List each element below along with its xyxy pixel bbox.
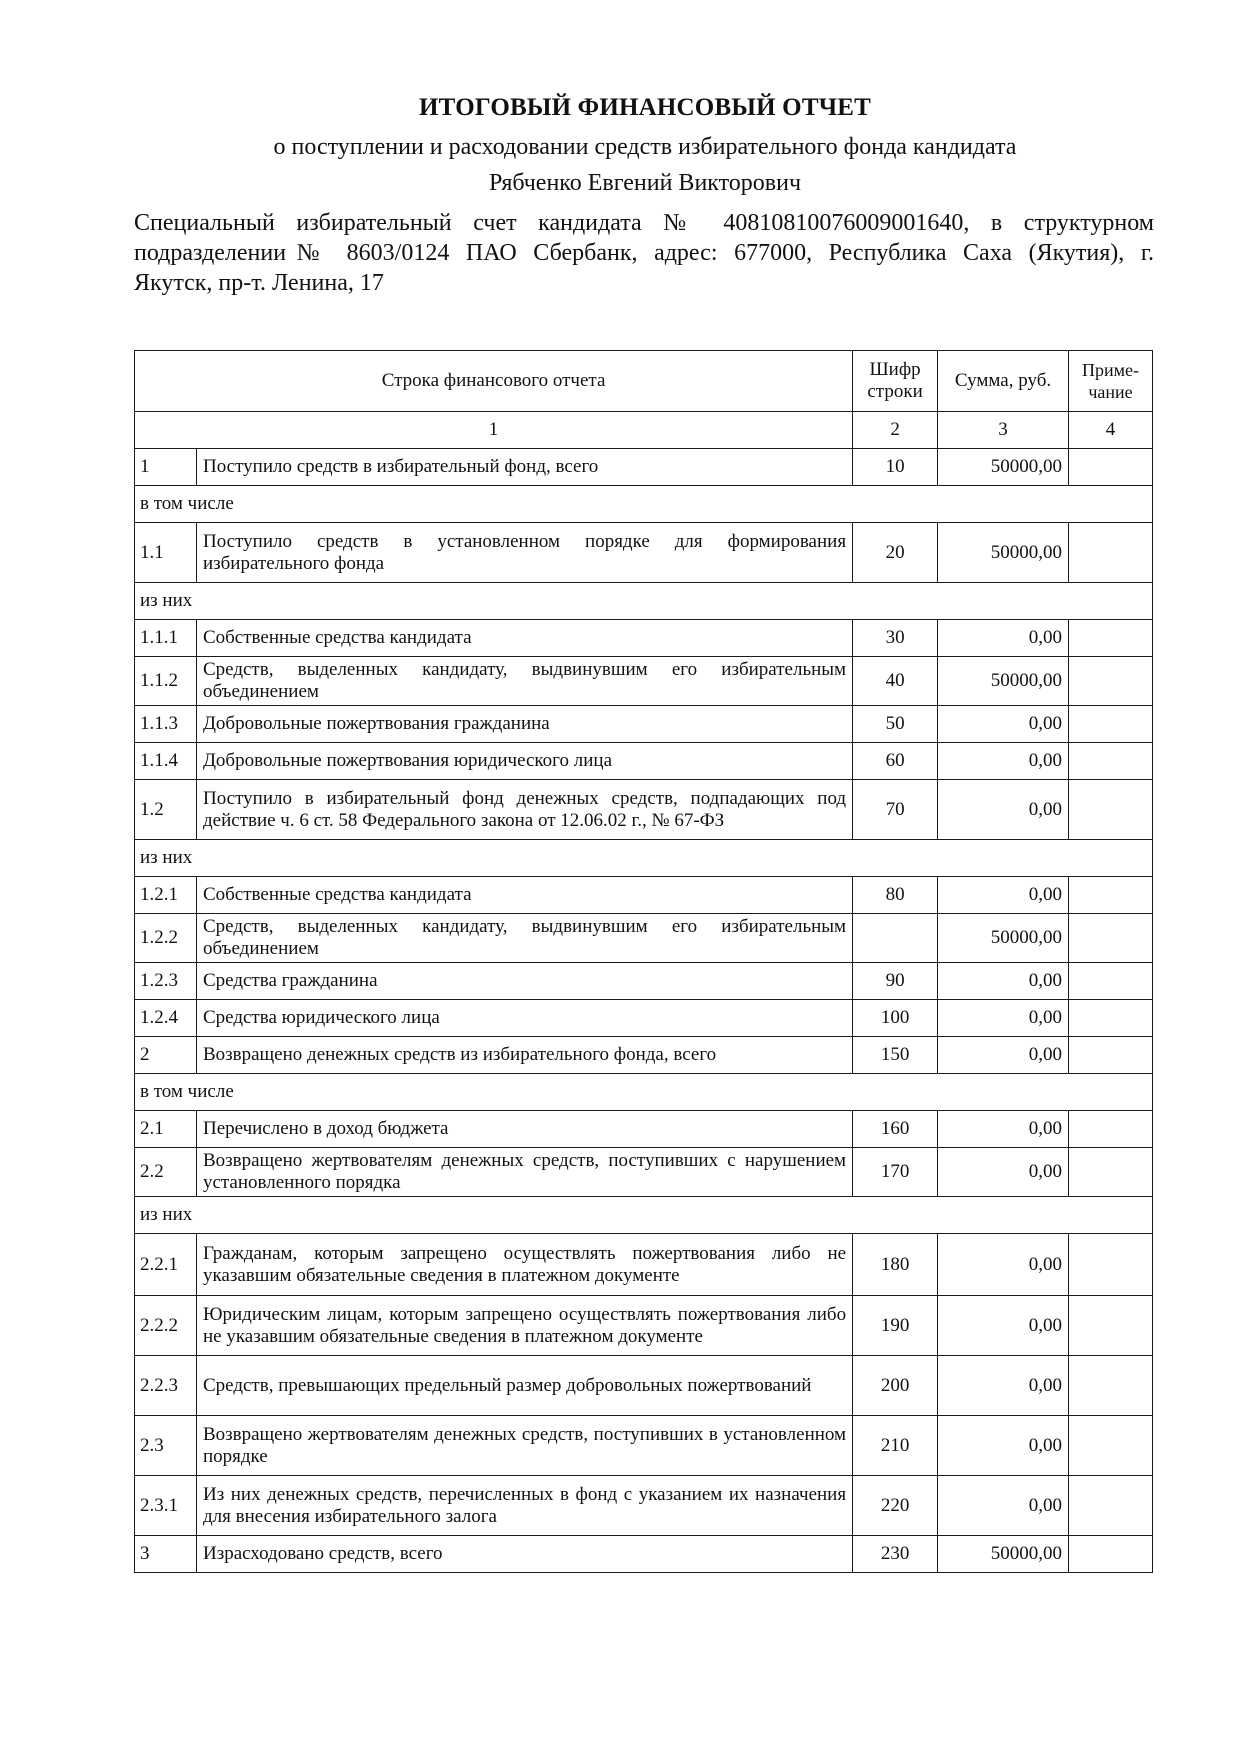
row-code: 170	[853, 1148, 938, 1197]
row-amount: 50000,00	[938, 523, 1069, 583]
row-number: 2.2	[135, 1148, 197, 1197]
row-number: 1.2.4	[135, 1000, 197, 1037]
table-row	[135, 1148, 1153, 1197]
row-note	[1068, 1234, 1152, 1296]
row-amount: 50000,00	[938, 1536, 1069, 1573]
row-number: 2.3.1	[135, 1476, 197, 1536]
column-number: 2	[853, 412, 938, 449]
financial-report-table	[134, 350, 1153, 1573]
row-number: 2.2.2	[135, 1296, 197, 1356]
row-code: 190	[853, 1296, 938, 1356]
row-description: Собственные средства кандидата	[196, 620, 852, 657]
row-code: 20	[853, 523, 938, 583]
row-number: 1.1.4	[135, 743, 197, 780]
row-note	[1068, 1536, 1152, 1573]
group-label-row	[135, 583, 1153, 620]
group-label-row	[135, 1197, 1153, 1234]
row-description: Собственные средства кандидата	[196, 877, 852, 914]
row-code: 70	[853, 780, 938, 840]
header-line: Строка финансового отчета	[135, 351, 853, 412]
row-number: 3	[135, 1536, 197, 1573]
row-note	[1068, 963, 1152, 1000]
row-description: Возвращено денежных средств из избирательного фонда, всего	[196, 1037, 852, 1074]
table-row	[135, 1234, 1153, 1296]
row-note	[1068, 523, 1152, 583]
column-number: 3	[938, 412, 1069, 449]
table-row	[135, 1037, 1153, 1074]
account-details	[134, 208, 1154, 298]
row-number: 2.1	[135, 1111, 197, 1148]
account-line: Специальный избирательный счет кандидата № 40810810076009001640, в структурном	[134, 210, 1154, 236]
column-number-row	[135, 412, 1153, 449]
table-row	[135, 914, 1153, 963]
row-note	[1068, 1296, 1152, 1356]
row-description: Добровольные пожертвования юридического лица	[196, 743, 852, 780]
table-row	[135, 1416, 1153, 1476]
table-row	[135, 743, 1153, 780]
group-label: из них	[135, 840, 1153, 877]
row-description: Возвращено жертвователям денежных средств, поступивших в установленном порядке	[196, 1416, 852, 1476]
row-description: Перечислено в доход бюджета	[196, 1111, 852, 1148]
row-number: 2	[135, 1037, 197, 1074]
row-code: 80	[853, 877, 938, 914]
row-number: 1.2.1	[135, 877, 197, 914]
header-sum: Сумма, руб.	[938, 351, 1069, 412]
table-row	[135, 877, 1153, 914]
row-code: 60	[853, 743, 938, 780]
row-description: Средства юридического лица	[196, 1000, 852, 1037]
row-number: 1.2	[135, 780, 197, 840]
row-code: 40	[853, 657, 938, 706]
table-header-row	[135, 351, 1153, 412]
table-row	[135, 1476, 1153, 1536]
row-description: Израсходовано средств, всего	[196, 1536, 852, 1573]
row-description: Возвращено жертвователям денежных средств, поступивших с нарушением установленного порядка	[196, 1148, 852, 1197]
row-note	[1068, 1476, 1152, 1536]
row-code: 10	[853, 449, 938, 486]
table-row	[135, 963, 1153, 1000]
table-row	[135, 1356, 1153, 1416]
row-note	[1068, 914, 1152, 963]
candidate-name: Рябченко Евгений Викторович	[488, 170, 802, 196]
column-number: 1	[135, 412, 853, 449]
row-code: 220	[853, 1476, 938, 1536]
row-note	[1068, 780, 1152, 840]
row-code: 160	[853, 1111, 938, 1148]
row-number: 1	[135, 449, 197, 486]
header-code-text: Шифр строки	[867, 359, 923, 402]
row-amount: 0,00	[938, 1296, 1069, 1356]
group-label: из них	[135, 1197, 1153, 1234]
row-amount: 0,00	[938, 1148, 1069, 1197]
row-description: Юридическим лицам, которым запрещено осуществлять пожертвования либо не указавшим обязательные сведения в платежном документе	[196, 1296, 852, 1356]
account-line: подразделении№ 8603/0124 ПАО Сбербанк, адрес: 677000, Республика Саха (Якутия), г.	[134, 240, 1154, 266]
table-row	[135, 1536, 1153, 1573]
row-number: 2.2.3	[135, 1356, 197, 1416]
row-number: 2.3	[135, 1416, 197, 1476]
row-note	[1068, 743, 1152, 780]
group-label-row	[135, 840, 1153, 877]
table-row	[135, 620, 1153, 657]
row-description: Добровольные пожертвования гражданина	[196, 706, 852, 743]
row-amount: 0,00	[938, 963, 1069, 1000]
row-note	[1068, 706, 1152, 743]
row-amount: 0,00	[938, 706, 1069, 743]
row-number: 1.2.3	[135, 963, 197, 1000]
row-amount: 0,00	[938, 1000, 1069, 1037]
row-code: 200	[853, 1356, 938, 1416]
row-amount: 0,00	[938, 1356, 1069, 1416]
row-description: Поступило средств в избирательный фонд, всего	[196, 449, 852, 486]
row-note	[1068, 620, 1152, 657]
row-amount: 0,00	[938, 1234, 1069, 1296]
group-label: в том числе	[135, 1074, 1153, 1111]
row-number: 1.1.2	[135, 657, 197, 706]
table-row	[135, 657, 1153, 706]
row-note	[1068, 449, 1152, 486]
table-row	[135, 1000, 1153, 1037]
row-description: Средства гражданина	[196, 963, 852, 1000]
row-number: 1.2.2	[135, 914, 197, 963]
row-number: 1.1.1	[135, 620, 197, 657]
row-description: Гражданам, которым запрещено осуществлять пожертвования либо не указавшим обязательные сведения в платежном документе	[196, 1234, 852, 1296]
row-amount: 50000,00	[938, 657, 1069, 706]
row-amount: 50000,00	[938, 914, 1069, 963]
row-description: Из них денежных средств, перечисленных в фонд с указанием их назначения для внесения избирательного залога	[196, 1476, 852, 1536]
group-label-row	[135, 486, 1153, 523]
row-note	[1068, 1111, 1152, 1148]
row-amount: 0,00	[938, 877, 1069, 914]
table-row	[135, 523, 1153, 583]
account-line: Якутск, пр-т. Ленина, 17	[134, 270, 384, 296]
row-note	[1068, 1037, 1152, 1074]
row-code: 50	[853, 706, 938, 743]
row-amount: 0,00	[938, 620, 1069, 657]
table-row	[135, 780, 1153, 840]
row-code: 30	[853, 620, 938, 657]
row-code: 210	[853, 1416, 938, 1476]
row-code	[853, 914, 938, 963]
row-note	[1068, 877, 1152, 914]
header-code	[853, 351, 938, 412]
row-code: 90	[853, 963, 938, 1000]
row-note	[1068, 657, 1152, 706]
row-number: 1.1	[135, 523, 197, 583]
row-code: 100	[853, 1000, 938, 1037]
group-label: в том числе	[135, 486, 1153, 523]
row-amount: 0,00	[938, 1037, 1069, 1074]
header-note-text: Приме-чание	[1081, 360, 1139, 402]
column-number: 4	[1068, 412, 1152, 449]
row-code: 230	[853, 1536, 938, 1573]
row-code: 180	[853, 1234, 938, 1296]
row-note	[1068, 1000, 1152, 1037]
row-description: Поступило в избирательный фонд денежных средств, подпадающих под действие ч. 6 ст. 58 Федерального закона от 12.06.02 г., № 67-ФЗ	[196, 780, 852, 840]
row-code: 150	[853, 1037, 938, 1074]
table-row	[135, 1111, 1153, 1148]
row-amount: 50000,00	[938, 449, 1069, 486]
report-title: ИТОГОВЫЙ ФИНАНСОВЫЙ ОТЧЕТ	[419, 94, 871, 121]
group-label-row	[135, 1074, 1153, 1111]
group-label: из них	[135, 583, 1153, 620]
row-note	[1068, 1148, 1152, 1197]
report-subtitle: о поступлении и расходовании средств избирательного фонда кандидата	[273, 134, 1017, 160]
row-amount: 0,00	[938, 1476, 1069, 1536]
table-row	[135, 1296, 1153, 1356]
row-description: Средств, превышающих предельный размер добровольных пожертвований	[196, 1356, 852, 1416]
row-number: 1.1.3	[135, 706, 197, 743]
row-amount: 0,00	[938, 1416, 1069, 1476]
row-description: Средств, выделенных кандидату, выдвинувшим его избирательным объединением	[196, 914, 852, 963]
header-note	[1068, 351, 1152, 412]
row-amount: 0,00	[938, 780, 1069, 840]
table-row	[135, 449, 1153, 486]
row-amount: 0,00	[938, 743, 1069, 780]
row-description: Средств, выделенных кандидату, выдвинувшим его избирательным объединением	[196, 657, 852, 706]
table-row	[135, 706, 1153, 743]
row-note	[1068, 1416, 1152, 1476]
row-number: 2.2.1	[135, 1234, 197, 1296]
row-description: Поступило средств в установленном порядке для формирования избирательного фонда	[196, 523, 852, 583]
row-note	[1068, 1356, 1152, 1416]
row-amount: 0,00	[938, 1111, 1069, 1148]
